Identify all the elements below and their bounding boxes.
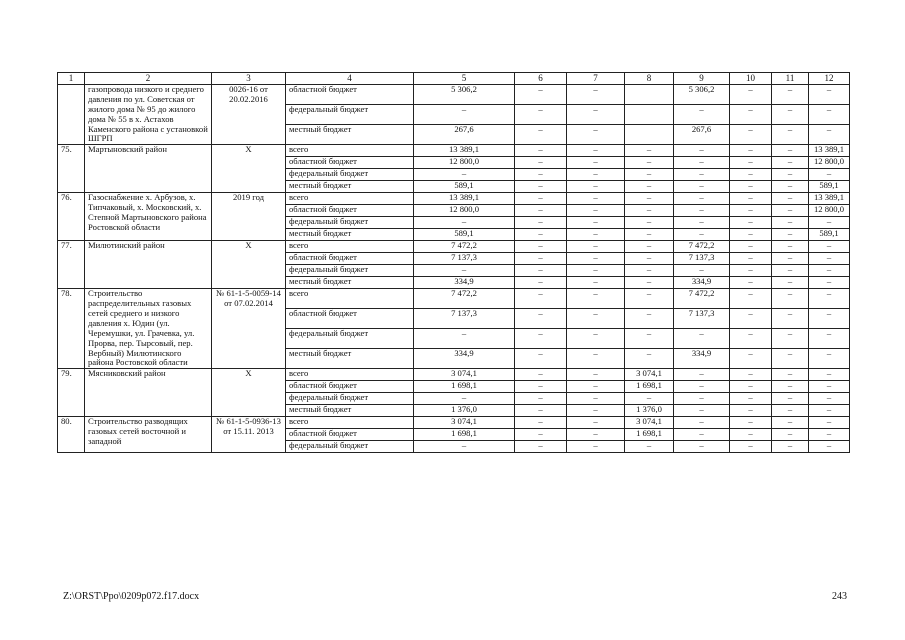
amount-cell: – [625, 157, 674, 169]
amount-cell: – [730, 441, 772, 453]
amount-cell: – [772, 169, 809, 181]
table-row [58, 417, 850, 429]
document-ref: Х [212, 369, 286, 417]
amount-cell: 589,1 [809, 181, 850, 193]
amount-cell: – [567, 241, 625, 253]
row-number: 79. [58, 369, 85, 417]
row-number: 77. [58, 241, 85, 289]
table-row [58, 369, 850, 381]
amount-cell: – [772, 241, 809, 253]
header-cell: 7 [567, 73, 625, 85]
amount-cell: – [809, 309, 850, 329]
amount-cell: – [809, 369, 850, 381]
amount-cell: – [772, 181, 809, 193]
budget-source: федеральный бюджет [286, 393, 414, 405]
table-row [58, 241, 850, 253]
budget-source: областной бюджет [286, 381, 414, 393]
amount-cell: – [730, 381, 772, 393]
amount-cell: – [567, 193, 625, 205]
amount-cell: 1 698,1 [625, 381, 674, 393]
amount-cell: – [625, 309, 674, 329]
document-ref: № 61-1-5-0936-13 от 15.11. 2013 [212, 417, 286, 453]
amount-cell: – [567, 393, 625, 405]
amount-cell: – [730, 253, 772, 265]
amount-cell: – [730, 309, 772, 329]
budget-source: всего [286, 369, 414, 381]
amount-cell: 267,6 [414, 125, 515, 145]
footer-page-number: 243 [832, 591, 847, 602]
amount-cell: – [730, 369, 772, 381]
amount-cell: – [730, 169, 772, 181]
amount-cell: – [515, 265, 567, 277]
table-row [58, 289, 850, 309]
header-cell: 11 [772, 73, 809, 85]
amount-cell: – [674, 105, 730, 125]
amount-cell: – [772, 381, 809, 393]
budget-source: федеральный бюджет [286, 169, 414, 181]
amount-cell: – [515, 417, 567, 429]
amount-cell: – [772, 349, 809, 369]
amount-cell: – [730, 265, 772, 277]
amount-cell: 3 074,1 [625, 369, 674, 381]
budget-source: местный бюджет [286, 405, 414, 417]
amount-cell: – [625, 205, 674, 217]
amount-cell: – [674, 193, 730, 205]
budget-source: местный бюджет [286, 277, 414, 289]
amount-cell: – [567, 125, 625, 145]
amount-cell: – [772, 205, 809, 217]
amount-cell: 3 074,1 [625, 417, 674, 429]
amount-cell: – [567, 253, 625, 265]
amount-cell: 7 137,3 [674, 253, 730, 265]
amount-cell: – [515, 241, 567, 253]
amount-cell: – [625, 217, 674, 229]
header-cell: 5 [414, 73, 515, 85]
amount-cell: – [625, 349, 674, 369]
amount-cell: – [567, 157, 625, 169]
amount-cell [625, 85, 674, 105]
budget-source: всего [286, 145, 414, 157]
amount-cell: 589,1 [414, 181, 515, 193]
amount-cell [625, 105, 674, 125]
amount-cell: – [515, 429, 567, 441]
amount-cell: – [515, 205, 567, 217]
amount-cell: – [674, 381, 730, 393]
amount-cell: – [515, 309, 567, 329]
amount-cell: – [567, 229, 625, 241]
amount-cell: 589,1 [414, 229, 515, 241]
amount-cell: – [772, 105, 809, 125]
amount-cell: – [515, 193, 567, 205]
amount-cell: – [730, 105, 772, 125]
amount-cell: 267,6 [674, 125, 730, 145]
object-name: газопровода низкого и среднего давления по ул. Советская от жилого дома № 95 до жилого дома № 55 в х. Астахов Каменского района с установкой ШГРП [85, 85, 212, 145]
amount-cell: – [515, 125, 567, 145]
amount-cell: – [625, 329, 674, 349]
amount-cell: – [567, 441, 625, 453]
object-name: Строительство распределительных газовых сетей среднего и низкого давления х. Юдин (ул. Черемушки, ул. Грачевка, ул. Прорва, пер. Тырсовый, пер. Вербный) Милютинского района Ростовской области [85, 289, 212, 369]
budget-source: федеральный бюджет [286, 441, 414, 453]
amount-cell: – [625, 169, 674, 181]
amount-cell: – [772, 429, 809, 441]
amount-cell: – [772, 217, 809, 229]
amount-cell: – [567, 105, 625, 125]
amount-cell: – [567, 289, 625, 309]
amount-cell: 5 306,2 [414, 85, 515, 105]
amount-cell: – [515, 145, 567, 157]
amount-cell: – [809, 441, 850, 453]
object-name: Газоснабжение х. Арбузов, х. Типчаковый, х. Московский, х. Степной Мартыновского района Ростовской области [85, 193, 212, 241]
budget-source: местный бюджет [286, 125, 414, 145]
amount-cell: – [567, 169, 625, 181]
table-row [58, 193, 850, 205]
amount-cell: – [730, 181, 772, 193]
amount-cell: – [414, 441, 515, 453]
amount-cell: – [567, 417, 625, 429]
amount-cell: – [515, 329, 567, 349]
amount-cell: 7 137,3 [674, 309, 730, 329]
amount-cell: 7 472,2 [414, 289, 515, 309]
amount-cell: – [674, 145, 730, 157]
amount-cell: – [515, 157, 567, 169]
amount-cell: – [809, 241, 850, 253]
amount-cell: 1 698,1 [625, 429, 674, 441]
amount-cell: – [515, 441, 567, 453]
amount-cell: 334,9 [674, 349, 730, 369]
amount-cell: – [730, 417, 772, 429]
amount-cell: 334,9 [414, 277, 515, 289]
amount-cell: – [809, 125, 850, 145]
table-row [58, 85, 850, 105]
document-ref: 0026-16 от 20.02.2016 [212, 85, 286, 145]
row-number [58, 85, 85, 145]
header-cell: 4 [286, 73, 414, 85]
amount-cell: – [567, 205, 625, 217]
amount-cell: – [674, 157, 730, 169]
amount-cell: – [730, 277, 772, 289]
amount-cell: – [625, 145, 674, 157]
amount-cell: – [625, 181, 674, 193]
amount-cell: – [809, 169, 850, 181]
budget-source: местный бюджет [286, 349, 414, 369]
amount-cell: 12 800,0 [414, 205, 515, 217]
budget-source: местный бюджет [286, 229, 414, 241]
amount-cell: – [730, 85, 772, 105]
amount-cell: – [674, 229, 730, 241]
object-name: Мартыновский район [85, 145, 212, 193]
header-cell: 12 [809, 73, 850, 85]
amount-cell: – [772, 405, 809, 417]
amount-cell: – [674, 265, 730, 277]
amount-cell: – [674, 429, 730, 441]
amount-cell: – [674, 217, 730, 229]
amount-cell: – [674, 393, 730, 405]
amount-cell: – [567, 265, 625, 277]
amount-cell: 1 698,1 [414, 429, 515, 441]
amount-cell: – [809, 265, 850, 277]
amount-cell: – [567, 181, 625, 193]
amount-cell: – [515, 289, 567, 309]
amount-cell: – [730, 289, 772, 309]
amount-cell: – [809, 393, 850, 405]
amount-cell: – [730, 241, 772, 253]
header-cell: 3 [212, 73, 286, 85]
document-ref: 2019 год [212, 193, 286, 241]
budget-source: областной бюджет [286, 253, 414, 265]
amount-cell: – [674, 441, 730, 453]
row-number: 76. [58, 193, 85, 241]
amount-cell: 7 137,3 [414, 309, 515, 329]
amount-cell: – [772, 393, 809, 405]
amount-cell: – [809, 417, 850, 429]
budget-source: федеральный бюджет [286, 217, 414, 229]
amount-cell: – [625, 229, 674, 241]
amount-cell: – [515, 349, 567, 369]
amount-cell: – [772, 265, 809, 277]
amount-cell: – [515, 369, 567, 381]
amount-cell: – [772, 85, 809, 105]
amount-cell: 13 389,1 [414, 193, 515, 205]
amount-cell: – [625, 441, 674, 453]
amount-cell: – [809, 217, 850, 229]
amount-cell: – [515, 169, 567, 181]
amount-cell: – [567, 85, 625, 105]
budget-source: федеральный бюджет [286, 265, 414, 277]
amount-cell: – [772, 369, 809, 381]
amount-cell: – [515, 405, 567, 417]
amount-cell: – [625, 241, 674, 253]
amount-cell: – [772, 329, 809, 349]
amount-cell: – [730, 349, 772, 369]
amount-cell: – [730, 329, 772, 349]
row-number: 78. [58, 289, 85, 369]
budget-source: федеральный бюджет [286, 105, 414, 125]
amount-cell: – [515, 381, 567, 393]
amount-cell: 7 472,2 [674, 289, 730, 309]
amount-cell: – [515, 85, 567, 105]
amount-cell: 334,9 [674, 277, 730, 289]
amount-cell: – [809, 277, 850, 289]
row-number: 80. [58, 417, 85, 453]
amount-cell: – [730, 145, 772, 157]
amount-cell: – [772, 145, 809, 157]
amount-cell: 5 306,2 [674, 85, 730, 105]
amount-cell: 12 800,0 [809, 205, 850, 217]
budget-source: всего [286, 193, 414, 205]
amount-cell: 13 389,1 [809, 193, 850, 205]
amount-cell: – [730, 205, 772, 217]
budget-source: местный бюджет [286, 181, 414, 193]
amount-cell: 1 376,0 [414, 405, 515, 417]
amount-cell: – [567, 277, 625, 289]
amount-cell: – [515, 253, 567, 265]
amount-cell: – [674, 417, 730, 429]
amount-cell: – [414, 393, 515, 405]
table-row [58, 145, 850, 157]
amount-cell: – [414, 169, 515, 181]
amount-cell: – [809, 429, 850, 441]
amount-cell: 13 389,1 [809, 145, 850, 157]
amount-cell: – [515, 277, 567, 289]
amount-cell: – [625, 193, 674, 205]
object-name: Мясниковский район [85, 369, 212, 417]
amount-cell: – [515, 181, 567, 193]
amount-cell: – [772, 157, 809, 169]
header-cell: 8 [625, 73, 674, 85]
amount-cell: – [730, 217, 772, 229]
amount-cell: – [809, 253, 850, 265]
object-name: Милютинский район [85, 241, 212, 289]
amount-cell: – [674, 205, 730, 217]
amount-cell: – [515, 217, 567, 229]
amount-cell: – [772, 277, 809, 289]
amount-cell: – [674, 181, 730, 193]
header-cell: 1 [58, 73, 85, 85]
amount-cell: – [674, 329, 730, 349]
amount-cell: – [730, 193, 772, 205]
amount-cell: – [414, 217, 515, 229]
amount-cell: 12 800,0 [809, 157, 850, 169]
amount-cell: – [772, 193, 809, 205]
amount-cell: 3 074,1 [414, 369, 515, 381]
amount-cell: – [515, 229, 567, 241]
budget-source: всего [286, 241, 414, 253]
amount-cell: – [515, 393, 567, 405]
row-number: 75. [58, 145, 85, 193]
amount-cell: – [730, 405, 772, 417]
object-name: Строительство разводящих газовых сетей восточной и западной [85, 417, 212, 453]
budget-source: областной бюджет [286, 157, 414, 169]
amount-cell: 7 472,2 [414, 241, 515, 253]
amount-cell: – [730, 125, 772, 145]
budget-source: областной бюджет [286, 429, 414, 441]
amount-cell: 1 376,0 [625, 405, 674, 417]
amount-cell: – [625, 253, 674, 265]
amount-cell: – [567, 381, 625, 393]
header-cell: 9 [674, 73, 730, 85]
amount-cell: – [414, 329, 515, 349]
amount-cell: 589,1 [809, 229, 850, 241]
amount-cell: – [674, 169, 730, 181]
budget-source: областной бюджет [286, 205, 414, 217]
header-row [58, 73, 850, 85]
amount-cell: – [567, 329, 625, 349]
budget-source: областной бюджет [286, 309, 414, 329]
amount-cell: – [772, 289, 809, 309]
amount-cell: – [772, 441, 809, 453]
amount-cell: 7 472,2 [674, 241, 730, 253]
amount-cell: – [567, 217, 625, 229]
amount-cell: – [809, 289, 850, 309]
amount-cell: – [809, 405, 850, 417]
amount-cell: – [414, 265, 515, 277]
amount-cell [625, 125, 674, 145]
document-ref: № 61-1-5-0059-14 от 07.02.2014 [212, 289, 286, 369]
amount-cell: – [809, 105, 850, 125]
amount-cell: – [567, 405, 625, 417]
amount-cell: – [809, 349, 850, 369]
amount-cell: – [414, 105, 515, 125]
amount-cell: – [809, 381, 850, 393]
header-cell: 10 [730, 73, 772, 85]
budget-table [57, 72, 850, 453]
amount-cell: – [730, 393, 772, 405]
amount-cell: 3 074,1 [414, 417, 515, 429]
amount-cell: – [567, 429, 625, 441]
budget-source: всего [286, 289, 414, 309]
amount-cell: – [772, 125, 809, 145]
amount-cell: – [515, 105, 567, 125]
amount-cell: – [625, 265, 674, 277]
amount-cell: 334,9 [414, 349, 515, 369]
amount-cell: – [730, 157, 772, 169]
amount-cell: 7 137,3 [414, 253, 515, 265]
amount-cell: 13 389,1 [414, 145, 515, 157]
amount-cell: – [567, 369, 625, 381]
amount-cell: – [567, 349, 625, 369]
document-ref: Х [212, 241, 286, 289]
amount-cell: – [674, 369, 730, 381]
amount-cell: 12 800,0 [414, 157, 515, 169]
budget-source: областной бюджет [286, 85, 414, 105]
budget-source: федеральный бюджет [286, 329, 414, 349]
amount-cell: – [809, 85, 850, 105]
amount-cell: – [625, 277, 674, 289]
amount-cell: – [730, 229, 772, 241]
amount-cell: 1 698,1 [414, 381, 515, 393]
amount-cell: – [674, 405, 730, 417]
document-ref: Х [212, 145, 286, 193]
amount-cell: – [809, 329, 850, 349]
amount-cell: – [625, 393, 674, 405]
amount-cell: – [625, 289, 674, 309]
amount-cell: – [567, 309, 625, 329]
footer-file-path: Z:\ORST\Ppo\0209p072.f17.docx [63, 591, 200, 602]
amount-cell: – [772, 229, 809, 241]
amount-cell: – [772, 309, 809, 329]
amount-cell: – [730, 429, 772, 441]
amount-cell: – [772, 417, 809, 429]
amount-cell: – [567, 145, 625, 157]
header-cell: 2 [85, 73, 212, 85]
header-cell: 6 [515, 73, 567, 85]
budget-source: всего [286, 417, 414, 429]
table-body [58, 73, 850, 453]
amount-cell: – [772, 253, 809, 265]
